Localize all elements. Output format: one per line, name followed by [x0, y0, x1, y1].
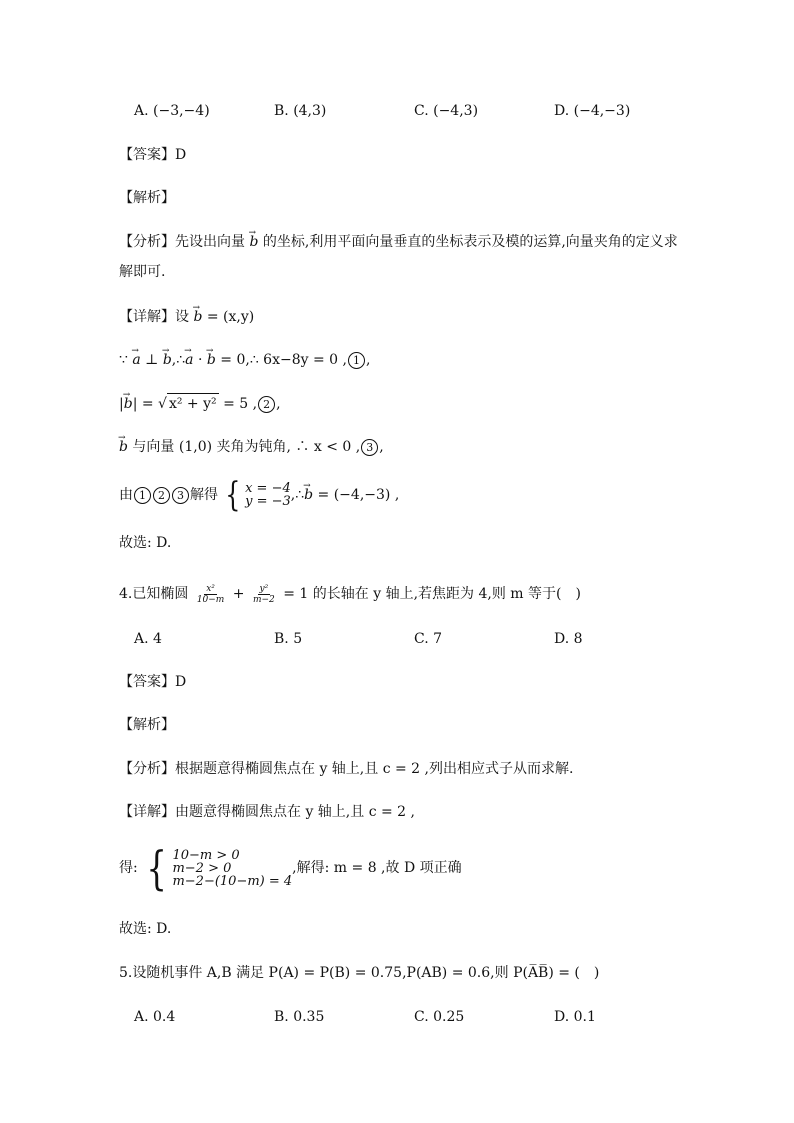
- q3-detail: [119, 307, 254, 327]
- fraction-denominator: 10−m: [196, 594, 225, 605]
- vector-b: → b: [193, 307, 202, 327]
- vector-b: → b: [304, 480, 313, 510]
- q3-angle-line: → b 与向量 (1,0) 夹角为钝角, ∴ x < 0 , 3 ,: [119, 437, 384, 457]
- q4-option-a: A. 4: [134, 631, 162, 647]
- analysis-text: 根据题意得椭圆焦点在 y 轴上,且 c = 2 ,列出相应式子从而求解.: [175, 761, 574, 777]
- vector-a: → a: [185, 350, 193, 370]
- q3-analysis-cont: 解即可.: [119, 264, 166, 280]
- dot-symbol: ·: [193, 352, 207, 368]
- q4-analysis-heading: 【解析】: [119, 717, 175, 733]
- q5-option-d: D. 0.1: [554, 1009, 596, 1025]
- q4-analysis: [119, 759, 573, 779]
- q4-stem-suffix: = 1 的长轴在 y 轴上,若焦距为 4,则 m 等于( ): [278, 586, 581, 602]
- analysis-label: 【分析】: [119, 234, 175, 250]
- system-row: m−2−(10−m) = 4: [172, 873, 293, 889]
- circled-number-3: 3: [361, 439, 378, 456]
- fraction-y: [251, 584, 277, 605]
- fraction-numerator: y²: [259, 583, 269, 594]
- q5-option-b: B. 0.35: [274, 1009, 325, 1025]
- fraction-denominator: m−2: [252, 594, 275, 605]
- q4-stem: [119, 582, 581, 606]
- fraction-numerator: x²: [206, 583, 215, 594]
- therefore-text: ,∴: [290, 487, 305, 503]
- q4-system-line: [119, 841, 462, 895]
- solve-text: 解得: [190, 487, 218, 503]
- detail-eq: = (x,y): [202, 309, 255, 325]
- system-row: x = −4: [245, 481, 291, 496]
- q5-stem: 5.设随机事件 A,B 满足 P(A) = P(B) = 0.75,P(AB) = 0.6,则 P(A̅B̅) = ( ): [119, 965, 600, 981]
- equation-system: { x = −4 y = −3: [225, 475, 291, 515]
- q4-options: [134, 629, 734, 649]
- q3-answer: 【答案】D: [119, 147, 187, 163]
- system-row: 10−m > 0: [172, 847, 240, 863]
- q3-analysis: [119, 232, 678, 252]
- q3-options: [134, 101, 734, 121]
- q4-option-d: D. 8: [554, 631, 583, 647]
- angle-text: 与向量 (1,0) 夹角为钝角, ∴ x < 0 ,: [127, 439, 361, 455]
- q3-perpendicular-line: ∵ → a ⊥ → b,∴→ a · → b = 0,∴ 6x−8y = 0 , 1 ,: [119, 350, 370, 370]
- q5-option-a: A. 0.4: [134, 1009, 176, 1025]
- analysis-label: 【分析】: [119, 761, 175, 777]
- q3-solve-line: [119, 475, 400, 515]
- system-suffix: ,解得: m = 8 ,故 D 项正确: [292, 860, 462, 876]
- fraction-x: [195, 584, 227, 605]
- inequality-system: { 10−m > 0 m−2 > 0 m−2−(10−m) = 4: [146, 841, 293, 895]
- q4-option-c: C. 7: [414, 631, 443, 647]
- circled-number-1: 1: [134, 487, 151, 504]
- q3-choose: 故选: D.: [119, 535, 172, 551]
- system-prefix: 得:: [119, 860, 138, 876]
- q4-detail: [119, 802, 415, 822]
- q3-option-c: C. (−4,3): [414, 103, 479, 119]
- detail-label: 【详解】: [119, 804, 175, 820]
- vector-b: → b: [124, 394, 133, 414]
- vector-b: → b: [163, 350, 172, 370]
- detail-label: 【详解】: [119, 309, 175, 325]
- q3-option-b: B. (4,3): [274, 103, 327, 119]
- q4-answer: 【答案】D: [119, 674, 187, 690]
- analysis-text: 先设出向量: [175, 234, 245, 250]
- because-symbol: ∵: [119, 352, 128, 368]
- solve-prefix: 由: [119, 487, 133, 503]
- q4-stem-prefix: 4.已知椭圆: [119, 586, 189, 602]
- modulus-value: = 5 ,: [218, 396, 258, 412]
- q3-modulus-line: |→ b| = √ x² + y² = 5 , 2 ,: [119, 393, 281, 414]
- q3-option-d: D. (−4,−3): [554, 103, 631, 119]
- circled-number-1: 1: [348, 352, 365, 369]
- detail-text: 设: [175, 309, 189, 325]
- perp-symbol: ⊥: [140, 352, 163, 368]
- sqrt-expression: x² + y²: [167, 393, 219, 414]
- plus-sign: +: [228, 586, 249, 602]
- system-row: m−2 > 0: [172, 860, 232, 876]
- vector-b: → b: [249, 232, 258, 252]
- solve-result: = (−4,−3) ,: [313, 487, 400, 503]
- analysis-text: 的坐标,利用平面向量垂直的坐标表示及模的运算,向量夹角的定义求: [262, 234, 678, 250]
- therefore-text: ,∴: [171, 352, 186, 368]
- q5-options: [134, 1007, 734, 1027]
- vector-b: → b: [119, 437, 128, 457]
- q4-option-b: B. 5: [274, 631, 303, 647]
- q5-option-c: C. 0.25: [414, 1009, 465, 1025]
- system-row: y = −3: [245, 494, 291, 509]
- q3-analysis-heading: 【解析】: [119, 190, 175, 206]
- detail-text: 由题意得椭圆焦点在 y 轴上,且 c = 2 ,: [175, 804, 415, 820]
- vector-b: → b: [207, 350, 216, 370]
- circled-number-2: 2: [258, 396, 275, 413]
- q3-option-a: A. (−3,−4): [134, 103, 210, 119]
- perp-equation: = 0,∴ 6x−8y = 0 ,: [215, 352, 347, 368]
- circled-number-3: 3: [172, 487, 189, 504]
- q4-choose: 故选: D.: [119, 921, 172, 937]
- vector-a: → a: [132, 350, 140, 370]
- abs-bar: |: [119, 396, 124, 412]
- circled-number-2: 2: [153, 487, 170, 504]
- abs-bar-eq: | =: [132, 396, 159, 412]
